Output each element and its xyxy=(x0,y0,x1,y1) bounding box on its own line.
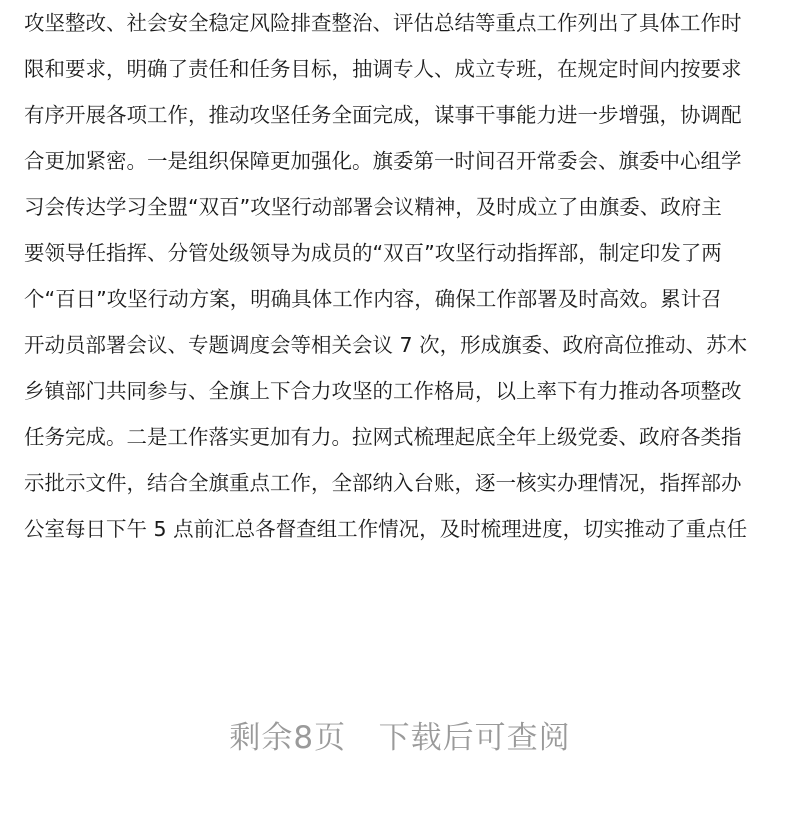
text-line: 公室每日下午 5 点前汇总各督查组工作情况，及时梳理进度，切实推动了重点任 xyxy=(24,517,748,541)
remaining-pages-download-prompt[interactable]: 剩余8页 下载后可查阅 xyxy=(229,720,571,756)
text-line: 限和要求，明确了责任和任务目标，抽调专人、成立专班，在规定时间内按要求 xyxy=(24,57,742,81)
text-line: 开动员部署会议、专题调度会等相关会议 7 次，形成旗委、政府高位推动、苏木 xyxy=(24,333,748,357)
text-line: 攻坚整改、社会安全稳定风险排查整治、评估总结等重点工作列出了具体工作时 xyxy=(24,11,742,35)
text-line: 任务完成。二是工作落实更加有力。拉网式梳理起底全年上级党委、政府各类指 xyxy=(24,425,742,449)
text-line: 习会传达学习全盟“双百”攻坚行动部署会议精神，及时成立了由旗委、政府主 xyxy=(24,195,722,219)
text-line: 要领导任指挥、分管处级领导为成员的“双百”攻坚行动指挥部，制定印发了两 xyxy=(24,241,722,265)
text-line: 个“百日”攻坚行动方案，明确具体工作内容，确保工作部署及时高效。累计召 xyxy=(24,287,722,311)
text-line: 示批示文件，结合全旗重点工作，全部纳入台账，逐一核实办理情况，指挥部办 xyxy=(24,471,742,495)
text-line: 乡镇部门共同参与、全旗上下合力攻坚的工作格局，以上率下有力推动各项整改 xyxy=(24,379,742,403)
text-line: 合更加紧密。一是组织保障更加强化。旗委第一时间召开常委会、旗委中心组学 xyxy=(24,149,742,173)
text-line: 有序开展各项工作，推动攻坚任务全面完成，谋事干事能力进一步增强，协调配 xyxy=(24,103,742,127)
document-body xyxy=(24,0,780,552)
